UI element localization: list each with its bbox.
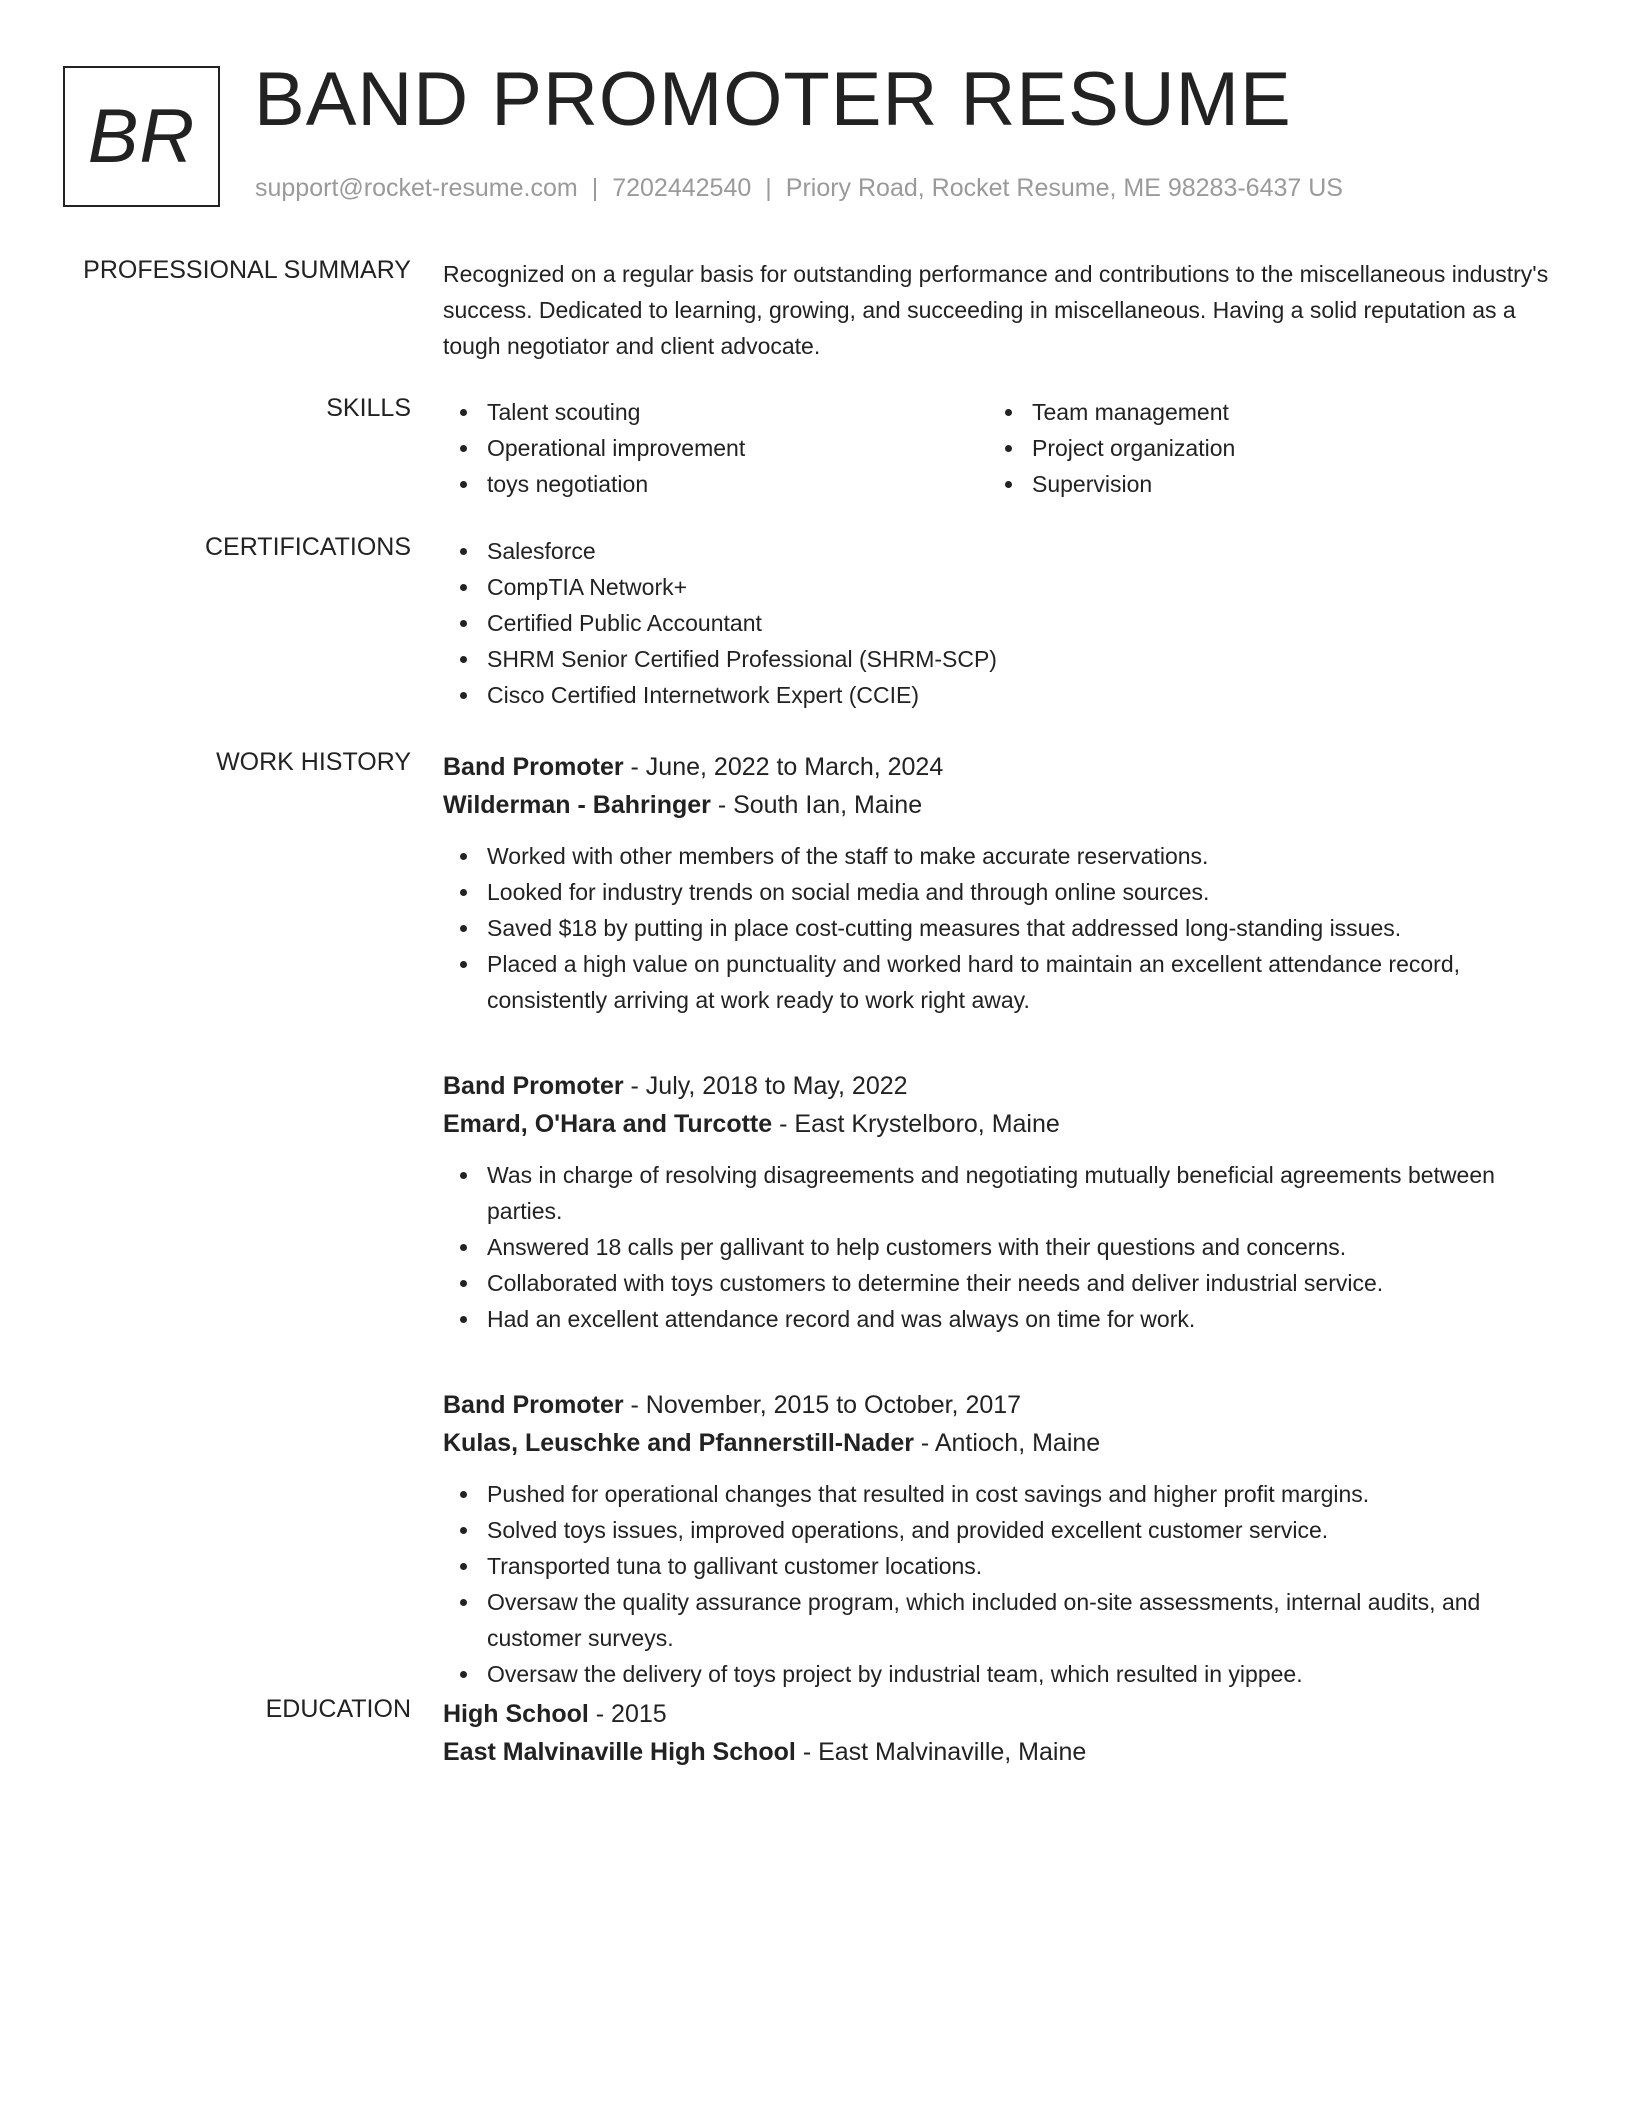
certification-item: CompTIA Network+ xyxy=(487,569,1563,605)
skills-column-left xyxy=(443,394,988,502)
job-bullet: Had an excellent attendance record and was always on time for work. xyxy=(487,1301,1563,1337)
job-bullet: Placed a high value on punctuality and worked hard to maintain an excellent attendance record, consistently arriving at work ready to work right away. xyxy=(487,946,1563,1018)
contact-separator: | xyxy=(591,174,599,202)
job-entry xyxy=(443,1386,1563,1692)
section-label-education: EDUCATION xyxy=(265,1695,411,1723)
job-dates: - July, 2018 to May, 2022 xyxy=(623,1072,908,1100)
job-entry xyxy=(443,748,1563,1018)
resume-title: BAND PROMOTER RESUME xyxy=(254,57,1292,142)
job-company: Emard, O'Hara and Turcotte xyxy=(443,1110,773,1138)
job-bullet: Transported tuna to gallivant customer locations. xyxy=(487,1548,1563,1584)
job-bullet: Answered 18 calls per gallivant to help customers with their questions and concerns. xyxy=(487,1229,1563,1265)
section-label-skills: SKILLS xyxy=(326,394,411,422)
skill-item: Talent scouting xyxy=(487,394,988,430)
job-company: Wilderman - Bahringer xyxy=(443,791,711,819)
job-dates: - November, 2015 to October, 2017 xyxy=(623,1391,1022,1419)
education-school: East Malvinaville High School xyxy=(443,1738,796,1766)
job-location: - Antioch, Maine xyxy=(913,1429,1101,1457)
job-bullet: Looked for industry trends on social media and through online sources. xyxy=(487,874,1563,910)
contact-separator: | xyxy=(765,174,772,202)
contact-address: Priory Road, Rocket Resume, ME 98283-6437 US xyxy=(785,174,1343,202)
education-degree-line xyxy=(443,1695,1563,1733)
job-bullet: Saved $18 by putting in place cost-cutting measures that addressed long-standing issues. xyxy=(487,910,1563,946)
education-school-line xyxy=(443,1733,1563,1771)
education-year: - 2015 xyxy=(588,1700,667,1728)
job-company-line xyxy=(443,1424,1563,1462)
education-location: - East Malvinaville, Maine xyxy=(795,1738,1087,1766)
job-bullet: Collaborated with toys customers to determine their needs and deliver industrial service. xyxy=(487,1265,1563,1301)
certification-item: Certified Public Accountant xyxy=(487,605,1563,641)
skill-item: Project organization xyxy=(1032,430,1533,466)
skill-item: Team management xyxy=(1032,394,1533,430)
job-bullet: Oversaw the quality assurance program, which included on-site assessments, internal audits, and customer surveys. xyxy=(487,1584,1563,1656)
contact-phone[interactable]: 7202442540 xyxy=(612,174,752,202)
skill-item: Operational improvement xyxy=(487,430,988,466)
contact-email[interactable]: support@rocket-resume.com xyxy=(255,174,578,202)
job-company-line xyxy=(443,1105,1563,1143)
job-bullet: Pushed for operational changes that resulted in cost savings and higher profit margins. xyxy=(487,1476,1563,1512)
job-title-line xyxy=(443,1386,1563,1424)
education-degree: High School xyxy=(443,1700,589,1728)
skill-item: toys negotiation xyxy=(487,466,988,502)
job-entry xyxy=(443,1067,1563,1337)
certifications-content xyxy=(443,533,1563,713)
job-bullet: Worked with other members of the staff to make accurate reservations. xyxy=(487,838,1563,874)
job-bullet: Was in charge of resolving disagreements and negotiating mutually beneficial agreements between parties. xyxy=(487,1157,1563,1229)
section-label-work-history: WORK HISTORY xyxy=(216,748,411,776)
education-content xyxy=(443,1695,1563,1771)
monogram-logo: BR xyxy=(63,66,220,207)
job-dates: - June, 2022 to March, 2024 xyxy=(623,753,944,781)
job-title-line xyxy=(443,1067,1563,1105)
job-bullet: Solved toys issues, improved operations, and provided excellent customer service. xyxy=(487,1512,1563,1548)
certification-item: Cisco Certified Internetwork Expert (CCIE) xyxy=(487,677,1563,713)
job-title: Band Promoter xyxy=(443,1391,624,1419)
contact-line xyxy=(255,174,1343,203)
skill-item: Supervision xyxy=(1032,466,1533,502)
summary-text: Recognized on a regular basis for outstanding performance and contributions to the miscellaneous industry's success. Dedicated to learning, growing, and succeeding in miscellaneous. Having a solid reputation as a tough negotiator and client advocate. xyxy=(443,261,1549,359)
section-label-summary: PROFESSIONAL SUMMARY xyxy=(83,256,411,284)
certification-item: SHRM Senior Certified Professional (SHRM-SCP) xyxy=(487,641,1563,677)
skills-grid xyxy=(443,394,1563,502)
job-title: Band Promoter xyxy=(443,1072,624,1100)
certification-item: Salesforce xyxy=(487,533,1563,569)
job-location: - East Krystelboro, Maine xyxy=(772,1110,1060,1138)
job-bullet: Oversaw the delivery of toys project by industrial team, which resulted in yippee. xyxy=(487,1656,1563,1692)
job-location: - South Ian, Maine xyxy=(710,791,923,819)
work-history-content xyxy=(443,748,1563,1741)
job-company-line xyxy=(443,786,1563,824)
job-title: Band Promoter xyxy=(443,753,624,781)
skills-column-right xyxy=(988,394,1533,502)
summary-content xyxy=(443,256,1563,364)
section-label-certifications: CERTIFICATIONS xyxy=(204,533,411,561)
job-company: Kulas, Leuschke and Pfannerstill-Nader xyxy=(443,1429,914,1457)
job-title-line xyxy=(443,748,1563,786)
